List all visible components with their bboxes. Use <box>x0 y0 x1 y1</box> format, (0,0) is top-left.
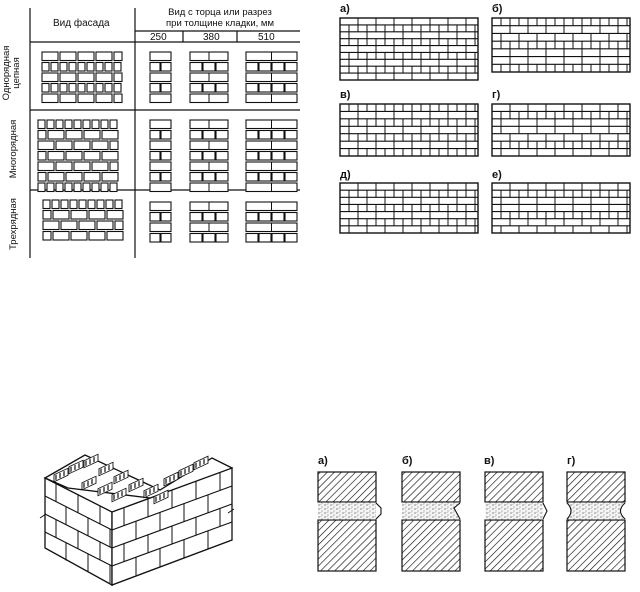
brick <box>150 162 171 171</box>
brick <box>78 52 94 61</box>
brick <box>150 152 160 161</box>
brick <box>69 63 76 72</box>
brick <box>203 84 215 93</box>
brick <box>190 84 202 93</box>
brick-lower-section <box>567 520 625 571</box>
brick <box>42 94 58 103</box>
brick <box>285 173 297 182</box>
wall-panel-e <box>492 183 630 233</box>
wall-panel-label-a: а) <box>340 3 350 15</box>
brick <box>110 120 117 129</box>
brick <box>272 173 284 182</box>
brick <box>87 84 94 93</box>
brick <box>65 120 72 129</box>
brick <box>60 52 76 61</box>
brick <box>190 173 202 182</box>
brick <box>259 152 271 161</box>
brick <box>101 183 108 192</box>
facade-multi-row <box>38 120 118 192</box>
brick <box>48 131 64 140</box>
thickness-380: 380 <box>203 32 220 43</box>
brick <box>56 120 63 129</box>
brick <box>161 131 171 140</box>
brick <box>60 84 67 93</box>
brick <box>83 183 90 192</box>
brick <box>203 152 215 161</box>
brick <box>259 131 271 140</box>
brick <box>96 94 112 103</box>
brick <box>216 63 228 72</box>
brick-lower-section <box>402 520 460 571</box>
brick <box>161 152 171 161</box>
brick <box>66 131 82 140</box>
brick <box>53 211 69 220</box>
thickness-250: 250 <box>150 32 167 43</box>
brick <box>38 183 45 192</box>
facade-three-row <box>43 200 123 240</box>
brick <box>150 213 160 222</box>
facade-single-row-chain <box>42 52 122 103</box>
brick <box>43 232 51 241</box>
brick-upper-section <box>485 472 543 502</box>
brick <box>78 84 85 93</box>
brick <box>285 213 297 222</box>
header-facade: Вид фасада <box>53 18 110 29</box>
brick <box>203 173 215 182</box>
brick <box>52 200 59 209</box>
brick <box>161 173 171 182</box>
brick <box>84 152 100 161</box>
brick-lower-section <box>485 520 543 571</box>
brick-upper-section <box>318 472 376 502</box>
brick <box>102 152 118 161</box>
brick <box>78 63 85 72</box>
brick <box>150 183 171 192</box>
brick <box>51 63 58 72</box>
row-label-multi-row: Многорядная <box>8 119 19 179</box>
brick <box>74 162 90 171</box>
brick <box>285 63 297 72</box>
joint-profile <box>376 503 381 519</box>
brick <box>66 152 82 161</box>
brick <box>84 131 100 140</box>
brick <box>83 120 90 129</box>
brick <box>61 200 68 209</box>
brick <box>74 183 81 192</box>
brick <box>110 183 117 192</box>
brick <box>272 131 284 140</box>
brick <box>97 200 104 209</box>
brick <box>246 234 258 243</box>
joint-label-g: г) <box>567 455 576 467</box>
brick <box>161 84 171 93</box>
brick <box>65 183 72 192</box>
brick <box>43 221 59 230</box>
row-label-single-chain <box>2 38 24 108</box>
brick <box>56 141 72 150</box>
brick <box>246 213 258 222</box>
brick <box>115 200 122 209</box>
brick <box>216 152 228 161</box>
brick <box>56 183 63 192</box>
brick <box>78 73 94 82</box>
brick <box>42 52 58 61</box>
brick <box>43 211 51 220</box>
brick <box>285 152 297 161</box>
brick <box>285 131 297 140</box>
brick <box>259 63 271 72</box>
brick <box>150 63 160 72</box>
brick <box>150 202 171 211</box>
brick <box>114 84 121 93</box>
brick-lower-section <box>318 520 376 571</box>
brick <box>272 234 284 243</box>
brick <box>97 221 113 230</box>
joint-profile <box>543 503 547 519</box>
header-section-line1: Вид с торца или разрез <box>168 7 272 18</box>
brick <box>107 232 123 241</box>
brick <box>150 141 171 150</box>
brick <box>38 162 54 171</box>
brick <box>47 183 54 192</box>
brick <box>84 173 100 182</box>
brick <box>150 173 160 182</box>
brick <box>216 234 228 243</box>
brick <box>43 200 50 209</box>
wall-panel-g <box>492 104 630 156</box>
brick <box>114 63 121 72</box>
brick <box>190 234 202 243</box>
brick <box>38 173 46 182</box>
brick <box>74 141 90 150</box>
brick <box>79 200 86 209</box>
joint-label-b: б) <box>402 455 413 467</box>
brick <box>259 84 271 93</box>
brick <box>115 221 123 230</box>
row-label-three-row: Трехрядная <box>8 198 19 250</box>
brick <box>60 94 76 103</box>
brick <box>110 141 118 150</box>
brick <box>285 234 297 243</box>
brick <box>51 84 58 93</box>
wall-panel-label-v: в) <box>340 89 351 101</box>
wall-panel-d <box>340 183 478 233</box>
brick <box>106 200 113 209</box>
mortar-texture <box>402 502 460 520</box>
wall-panel-b <box>492 18 630 72</box>
brick <box>66 173 82 182</box>
brick <box>216 131 228 140</box>
brick <box>92 120 99 129</box>
brick <box>42 84 49 93</box>
brick <box>88 200 95 209</box>
brick <box>53 232 69 241</box>
mortar-texture <box>485 502 543 520</box>
brick <box>203 234 215 243</box>
brick <box>105 84 112 93</box>
brick <box>246 173 258 182</box>
joint-panels <box>318 472 625 571</box>
brick <box>105 63 112 72</box>
thickness-510: 510 <box>258 32 275 43</box>
wall-panel-v <box>340 104 478 156</box>
brick <box>216 213 228 222</box>
brick <box>216 84 228 93</box>
brick <box>190 63 202 72</box>
brick <box>272 63 284 72</box>
brick <box>38 131 46 140</box>
brick <box>161 234 171 243</box>
brick <box>96 84 103 93</box>
mortar-texture <box>318 502 376 520</box>
brick <box>60 73 76 82</box>
brick <box>150 84 160 93</box>
brick <box>101 120 108 129</box>
brick <box>38 152 46 161</box>
brick <box>60 63 67 72</box>
wall-panel-label-g: г) <box>492 89 501 101</box>
brick <box>102 173 118 182</box>
row-label-single-line1: Однорядная <box>1 45 12 101</box>
brick-upper-section <box>402 472 460 502</box>
brick <box>61 221 77 230</box>
brick <box>150 52 171 61</box>
joint-label-a: а) <box>318 455 328 467</box>
brick <box>190 213 202 222</box>
joint-label-v: в) <box>484 455 495 467</box>
brick <box>48 173 64 182</box>
brick <box>42 63 49 72</box>
brick <box>38 120 45 129</box>
brick <box>96 63 103 72</box>
mortar-texture <box>567 502 625 520</box>
brick <box>92 183 99 192</box>
brick <box>150 94 171 103</box>
brick <box>272 213 284 222</box>
brick <box>114 52 122 61</box>
brick <box>74 120 81 129</box>
section-views <box>150 52 297 242</box>
brick <box>107 211 123 220</box>
brick <box>48 152 64 161</box>
header-section-line2: при толщине кладки, мм <box>166 18 274 29</box>
brick <box>150 223 171 232</box>
brick <box>110 162 118 171</box>
brick <box>114 73 122 82</box>
brick <box>272 84 284 93</box>
brick <box>150 120 171 129</box>
isometric-wall-corner <box>40 454 234 585</box>
brick <box>259 234 271 243</box>
brick <box>47 120 54 129</box>
brick <box>246 131 258 140</box>
brick <box>102 131 118 140</box>
brick <box>216 173 228 182</box>
brick <box>70 200 77 209</box>
brick <box>285 84 297 93</box>
brick <box>246 63 258 72</box>
brick <box>92 141 108 150</box>
brick <box>161 213 171 222</box>
brick <box>71 232 87 241</box>
brick <box>96 52 112 61</box>
brick <box>56 162 72 171</box>
wall-panel-label-b: б) <box>492 3 503 15</box>
brick <box>38 141 54 150</box>
brick <box>71 211 87 220</box>
wall-panel-label-e: е) <box>492 169 502 181</box>
brick <box>190 152 202 161</box>
brick <box>42 73 58 82</box>
wall-panel-a <box>340 18 478 80</box>
brick <box>203 213 215 222</box>
brick <box>203 63 215 72</box>
brick <box>190 131 202 140</box>
brick-upper-section <box>567 472 625 502</box>
brick <box>89 211 105 220</box>
brick <box>69 84 76 93</box>
wall-panel-label-d: д) <box>340 169 351 181</box>
brick <box>114 94 122 103</box>
brick <box>78 94 94 103</box>
brick <box>246 84 258 93</box>
brick <box>259 173 271 182</box>
brick <box>161 63 171 72</box>
brick <box>79 221 95 230</box>
brick <box>87 63 94 72</box>
brick <box>259 213 271 222</box>
brick <box>203 131 215 140</box>
row-label-single-line2: цепная <box>11 57 22 89</box>
brick <box>150 73 171 82</box>
brick <box>150 234 160 243</box>
brick <box>96 73 112 82</box>
brick <box>89 232 105 241</box>
brick <box>272 152 284 161</box>
brick <box>92 162 108 171</box>
brick <box>150 131 160 140</box>
brick <box>246 152 258 161</box>
